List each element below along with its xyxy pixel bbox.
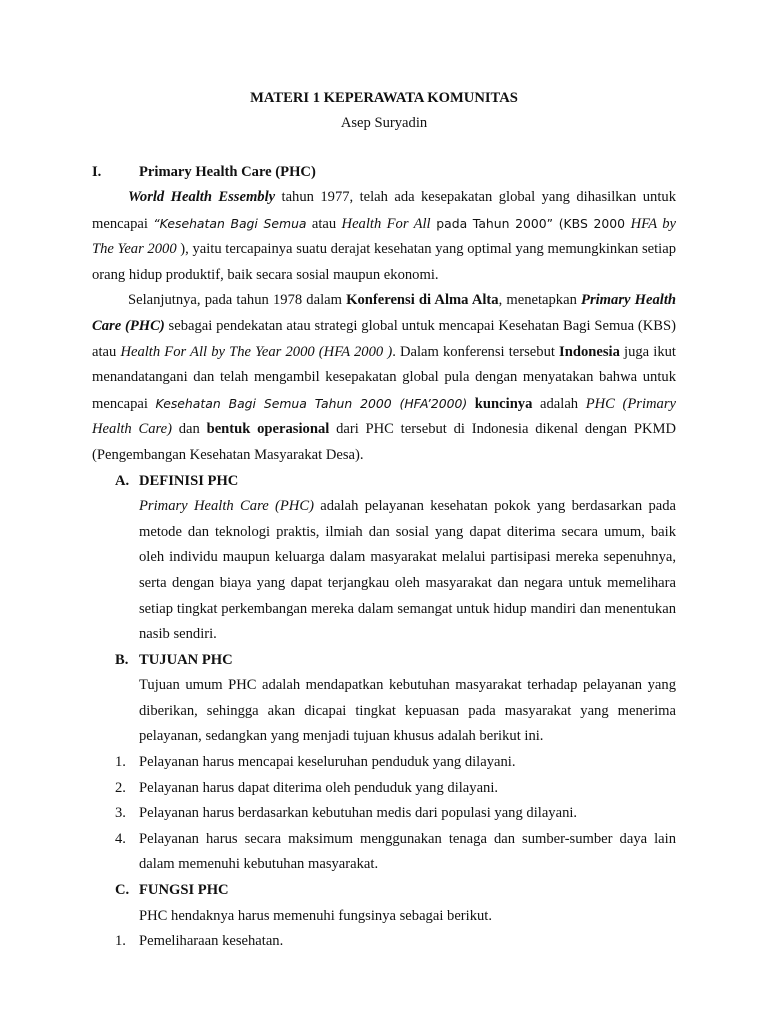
list-number: 2.	[115, 779, 126, 796]
subsection-heading-definisi	[92, 469, 676, 495]
list-text: Pemeliharaan kesehatan.	[139, 933, 284, 950]
section-number: I.	[92, 164, 102, 180]
list-item	[92, 827, 676, 878]
list-number: 1.	[115, 933, 126, 950]
subsection-title: DEFINISI PHC	[139, 472, 239, 489]
section-title: Primary Health Care (PHC)	[139, 164, 316, 180]
paragraph-tujuan: Tujuan umum PHC adalah mendapatkan kebutuhan masyarakat terhadap pelayanan yang diberikan, sehingga akan dicapai tingkat kepuasan pada masyarakat yang menerima pelayanan, sedangkan yang menjadi tujuan khusus adalah berikut ini.	[139, 677, 676, 745]
subsection-letter: C.	[115, 882, 130, 899]
paragraph-wha: World Health Essembly tahun 1977, telah ada kesepakatan global yang dihasilkan untuk mencapai “Kesehatan Bagi Semua atau Health For All pada Tahun 2000” (KBS 2000 HFA by The Year 2000 ), yaitu tercapainya suatu derajat kesehatan yang optimal yang memungkinkan setiap orang hidup produktif, baik secara sosial maupun ekonomi.	[92, 189, 676, 283]
list-text: Pelayanan harus dapat diterima oleh penduduk yang dilayani.	[139, 779, 499, 796]
subsection-heading-tujuan	[92, 648, 676, 674]
list-item	[92, 801, 676, 827]
list-number: 1.	[115, 754, 126, 771]
document-author: Asep Suryadin	[340, 115, 428, 131]
list-number: 3.	[115, 805, 126, 822]
list-item	[92, 750, 676, 776]
subsection-letter: A.	[115, 472, 130, 489]
subsection-letter: B.	[115, 651, 129, 668]
subsection-title: TUJUAN PHC	[139, 651, 233, 668]
paragraph-definisi: Primary Health Care (PHC) adalah pelayanan kesehatan pokok yang berdasarkan pada metode dan teknologi praktis, ilmiah dan sosial yang dapat diterima secara umum, baik oleh individu maupun keluarga dalam masyarakat melalui partisipasi mereka sepenuhnya, serta dengan biaya yang dapat terjangkau oleh masyarakat dan negara untuk memelihara setiap tingkat perkembangan mereka dalam semangat untuk hidup mandiri dan menentukan nasib sendiri.	[139, 498, 677, 643]
document-title: MATERI 1 KEPERAWATA KOMUNITAS	[250, 90, 518, 106]
list-text: Pelayanan harus secara maksimum menggunakan tenaga dan sumber-sumber daya lain dalam memenuhi kebutuhan masyarakat.	[139, 830, 676, 873]
list-text: Pelayanan harus mencapai keseluruhan penduduk yang dilayani.	[139, 754, 516, 771]
subsection-heading-fungsi	[92, 878, 676, 904]
paragraph-fungsi: PHC hendaknya harus memenuhi fungsinya sebagai berikut.	[139, 907, 493, 924]
subsection-title: FUNGSI PHC	[139, 882, 229, 899]
section-heading	[92, 160, 676, 185]
list-number: 4.	[115, 830, 126, 847]
list-item	[92, 776, 676, 802]
paragraph-alma-ata: Selanjutnya, pada tahun 1978 dalam Konferensi di Alma Alta, menetapkan Primary Health Care (PHC) sebagai pendekatan atau strategi global untuk mencapai Kesehatan Bagi Semua (KBS) atau Health For All by The Year 2000 (HFA 2000 ). Dalam konferensi tersebut Indonesia juga ikut menandatangani dan telah mengambil kesepakatan global pula dengan menyatakan bahwa untuk mencapai Kesehatan Bagi Semua Tahun 2000 (HFA’2000) kuncinya adalah PHC (Primary Health Care) dan bentuk operasional dari PHC tersebut di Indonesia dikenal dengan PKMD (Pengembangan Kesehatan Masyarakat Desa).	[92, 292, 676, 463]
list-text: Pelayanan harus berdasarkan kebutuhan medis dari populasi yang dilayani.	[139, 805, 578, 822]
list-item	[92, 929, 676, 955]
